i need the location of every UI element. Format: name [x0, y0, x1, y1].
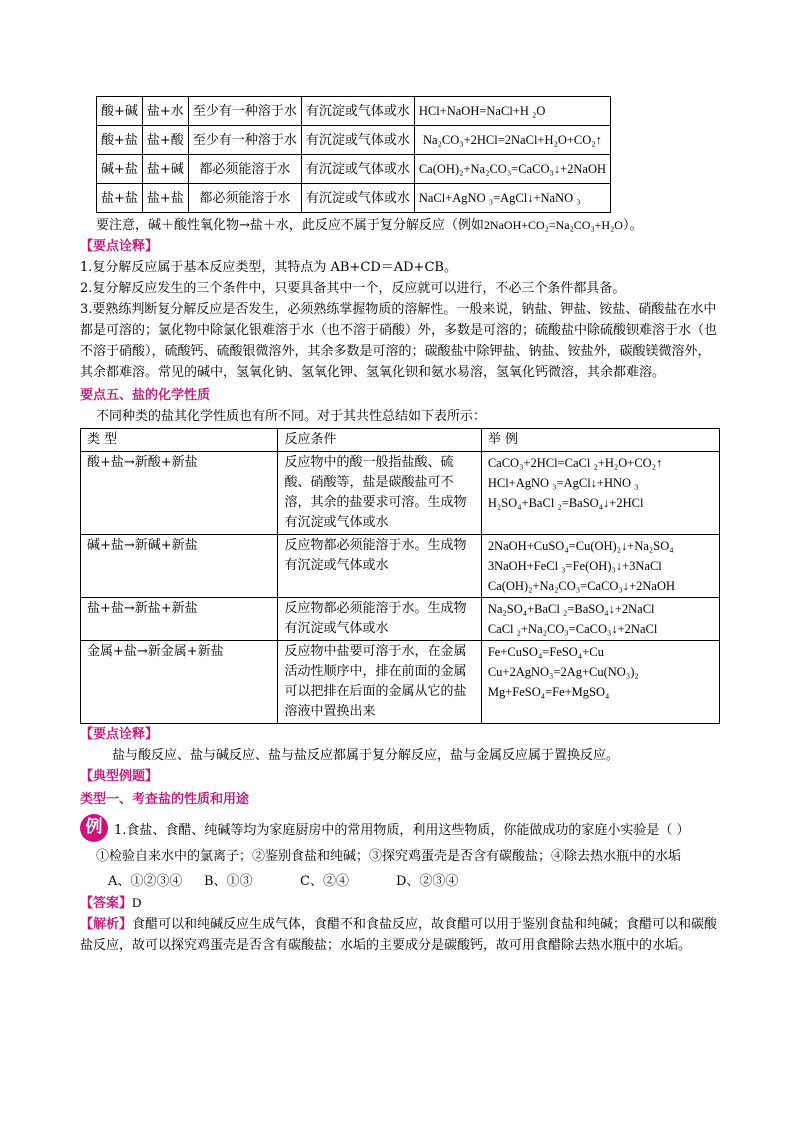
analysis-text: 食醋可以和纯碱反应生成气体，食醋不和食盐反应，故食醋可以用于鉴别食盐和纯碱；食醋可以和碳酸盐反应，故可以探究鸡蛋壳是否含有碳酸盐；水垢的主要成分是碳酸钙，故可用食醋除去热水瓶中的水垢。 — [80, 917, 718, 953]
intro-paragraph: 不同种类的盐其化学性质也有所不同。对于其共性总结如下表所示： — [96, 409, 487, 424]
table-cell-type: 金属+盐→新金属+新盐 — [81, 641, 278, 724]
table-cell: 都必须能溶于水 — [188, 184, 301, 213]
equation: Fe+CuSO₄=FeSO₄+Cu — [487, 645, 604, 659]
equation: Mg+FeSO₄=Fe+MgSO₄ — [487, 685, 610, 699]
table-cell: 盐+酸 — [142, 126, 188, 155]
table-cell-formula: HCl+NaOH=NaCl+H ₂O — [414, 97, 610, 126]
table-row — [97, 97, 611, 126]
example-question — [80, 814, 720, 842]
table-cell: 有沉淀或气体或水 — [301, 97, 414, 126]
table-cell-condition: 反应物都必须能溶于水。生成物有沉淀或气体或水 — [278, 598, 481, 641]
table-header: 举 例 — [481, 429, 719, 452]
table-cell-examples — [481, 641, 719, 724]
table-cell-examples — [481, 598, 719, 641]
table-cell-type: 碱+盐→新碱+新盐 — [81, 535, 278, 598]
examples-heading: 【典型例题】 — [80, 769, 159, 784]
note-example: 2NaOH+CO₂=Na₂CO₃+H₂O — [483, 218, 623, 232]
table-cell: 都必须能溶于水 — [188, 155, 301, 184]
table-cell: 至少有一种溶于水 — [188, 126, 301, 155]
table-cell-condition: 反应物中盐要可溶于水，在金属活动性顺序中，排在前面的金属可以把排在后面的金属从它的盐溶液中置换出来 — [278, 641, 481, 724]
table-cell-examples — [481, 535, 719, 598]
equation: Ca(OH)₂+Na₂CO₃=CaCO₃↓+2NaOH — [487, 579, 675, 593]
table-cell: 盐+盐 — [142, 184, 188, 213]
option-c: C、②④ — [300, 874, 349, 889]
option-a: A、①②③④ — [108, 874, 183, 889]
table-row — [81, 598, 720, 641]
table-cell-condition: 反应物中的酸一般指盐酸、硫酸、硝酸等，盐是碳酸盐可不溶，其余的盐要求可溶。生成物有沉淀或气体或水 — [278, 452, 481, 535]
example-badge-icon: 例 — [80, 814, 108, 842]
table-cell-examples — [481, 452, 719, 535]
salt-properties-table — [80, 428, 720, 724]
question-text: 1.食盐、食醋、纯碱等均为家庭厨房中的常用物质，利用这些物质，你能做成功的家庭小实验是（ ） — [114, 823, 690, 838]
table-header: 类 型 — [81, 429, 278, 452]
table-row — [81, 452, 720, 535]
point-item: 1.复分解反应属于基本反应类型，其特点为 AB+CD＝AD+CB。 — [80, 260, 457, 275]
answer-options — [80, 871, 720, 892]
table-cell-type: 盐+盐→新盐+新盐 — [81, 598, 278, 641]
table-row — [97, 126, 611, 155]
document-page — [80, 96, 720, 956]
section-heading: 【要点诠释】 — [80, 239, 159, 254]
table-cell: 盐+盐 — [97, 184, 143, 213]
equation: 2NaOH+CuSO₄=Cu(OH)₂↓+Na₂SO₄ — [487, 539, 674, 553]
answer-value: D — [132, 895, 142, 910]
note-paragraph — [80, 215, 720, 236]
table-cell: 盐+水 — [142, 97, 188, 126]
equation: CaCl ₂+Na₂CO₃=CaCO₃↓+2NaCl — [487, 622, 658, 636]
table-cell-condition: 反应物都必须能溶于水。生成物有沉淀或气体或水 — [278, 535, 481, 598]
table-cell: 盐+碱 — [142, 155, 188, 184]
equation: Na₂SO₄+BaCl ₂=BaSO₄↓+2NaCl — [487, 602, 655, 616]
note-text: 要注意，碱＋酸性氧化物→盐＋水，此反应不属于复分解反应（例如 — [96, 218, 484, 233]
table-cell-type: 酸+盐→新酸+新盐 — [81, 452, 278, 535]
table-row — [81, 535, 720, 598]
equation: HCl+AgNO ₃=AgCl↓+HNO ₃ — [487, 476, 639, 490]
analysis-label: 【解析】 — [80, 917, 133, 932]
reaction-condition-table — [96, 96, 611, 213]
table-header: 反应条件 — [278, 429, 481, 452]
example-type-title: 类型一、考查盐的性质和用途 — [80, 792, 250, 807]
analysis-paragraph — [80, 914, 720, 956]
table-cell: 碱+盐 — [97, 155, 143, 184]
answer-line — [80, 892, 720, 914]
table-row — [97, 155, 611, 184]
point-item: 3.要熟练判断复分解反应是否发生，必须熟练掌握物质的溶解性。一般来说，钠盐、钾盐、铵盐、硝酸盐在水中都是可溶的；氯化物中除氯化银难溶于水（也不溶于硝酸）外，多数是可溶的；硫酸盐中除硫酸钡难溶于水（也不溶于硝酸），硫酸钙、硫酸银微溶外，其余多数是可溶的；碳酸盐中除钾盐、钠盐、铵盐外，碳酸镁微溶外，其余都难溶。常见的碱中，氢氧化钠、氢氧化钾、氢氧化钡和氨水易溶，氢氧化钙微溶，其余都难溶。 — [80, 302, 718, 380]
equation: Cu+2AgNO₃=2Ag+Cu(NO₃)₂ — [487, 665, 639, 679]
table-cell: 有沉淀或气体或水 — [301, 126, 414, 155]
table-row — [81, 641, 720, 724]
table-cell: 酸+碱 — [97, 97, 143, 126]
note-end: ）。 — [622, 218, 643, 233]
option-b: B、①③ — [204, 874, 253, 889]
question-items: ①检验自来水中的氯离子；②鉴别食盐和纯碱；③探究鸡蛋壳是否含有碳酸盐；④除去热水瓶中的水垢 — [96, 849, 682, 864]
table-header-row — [81, 429, 720, 452]
table-cell-formula: Ca(OH)₂+Na₂CO₃=CaCO₃↓+2NaOH — [414, 155, 610, 184]
option-d: D、②③④ — [396, 874, 459, 889]
answer-label: 【答案】 — [80, 896, 133, 911]
table-cell-formula: Na₂CO₃+2HCl=2NaCl+H₂O+CO₂↑ — [414, 126, 610, 155]
table-cell: 酸+盐 — [97, 126, 143, 155]
table-cell-formula: NaCl+AgNO ₃=AgCl↓+NaNO ₃ — [414, 184, 610, 213]
table-cell: 有沉淀或气体或水 — [301, 155, 414, 184]
point-item: 2.复分解反应发生的三个条件中，只要具备其中一个，反应就可以进行，不必三个条件都具备。 — [80, 281, 626, 296]
table-row — [97, 184, 611, 213]
equation: 3NaOH+FeCl ₃=Fe(OH)₃↓+3NaCl — [487, 559, 662, 573]
equation: H₂SO₄+BaCl ₂=BaSO₄↓+2HCl — [487, 496, 644, 510]
point-paragraph: 盐与酸反应、盐与碱反应、盐与盐反应都属于复分解反应，盐与金属反应属于置换反应。 — [112, 748, 620, 763]
table-cell: 至少有一种溶于水 — [188, 97, 301, 126]
section-heading: 【要点诠释】 — [80, 727, 159, 742]
equation: CaCO₃+2HCl=CaCl ₂+H₂O+CO₂↑ — [487, 456, 663, 470]
section-title: 要点五、盐的化学性质 — [80, 388, 211, 403]
table-cell: 有沉淀或气体或水 — [301, 184, 414, 213]
